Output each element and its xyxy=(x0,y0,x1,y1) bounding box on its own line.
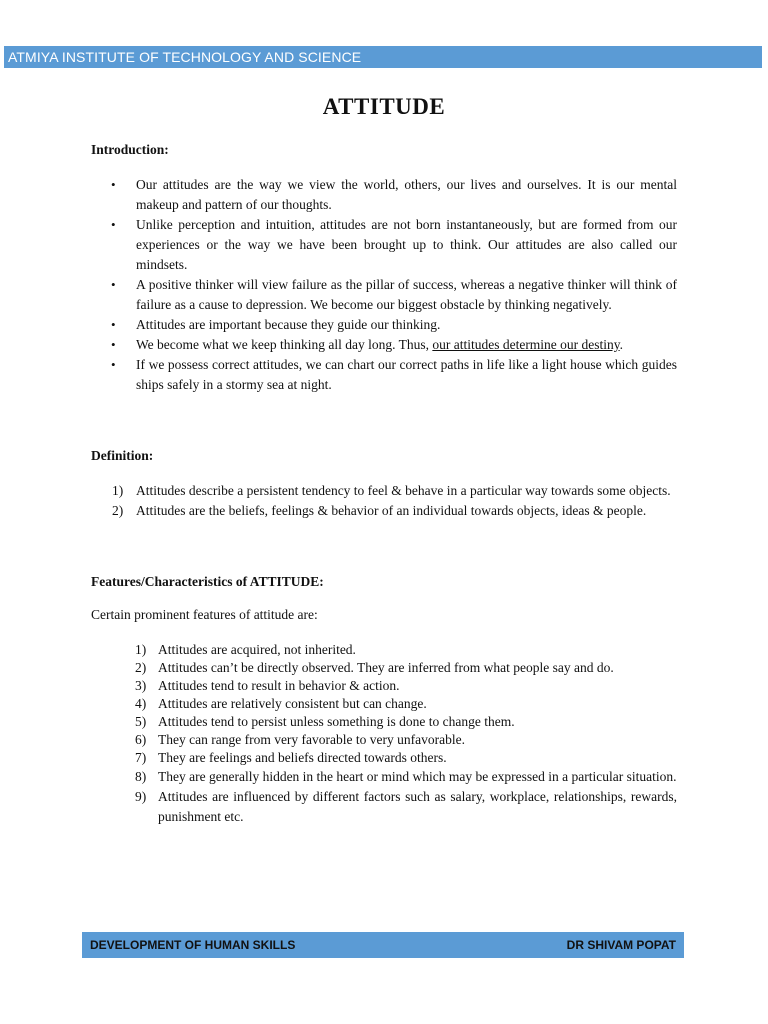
page-title: ATTITUDE xyxy=(322,94,446,119)
item-number: 1) xyxy=(112,483,124,498)
list-item: • We become what we keep thinking all day long. Thus, our attitudes determine our destiny. xyxy=(91,335,677,355)
page-footer xyxy=(82,932,684,958)
institute-name: ATMIYA INSTITUTE OF TECHNOLOGY AND SCIENCE xyxy=(8,49,362,65)
features-heading: Features/Characteristics of ATTITUDE: xyxy=(91,574,324,589)
item-number: 9) xyxy=(135,789,147,804)
list-item: 2) Attitudes can’t be directly observed. They are inferred from what people say and do. xyxy=(135,660,614,675)
bullet-icon: • xyxy=(111,317,116,332)
item-number: 2) xyxy=(135,660,147,675)
list-item: 3) Attitudes tend to result in behavior & action. xyxy=(135,678,400,693)
bullet-icon: • xyxy=(111,337,116,352)
underlined-phrase: our attitudes determine our destiny xyxy=(432,337,620,352)
bullet-icon: • xyxy=(111,357,116,372)
list-item: • Our attitudes are the way we view the world, others, our lives and ourselves. It is our mental makeup and pattern of our thoughts. xyxy=(111,177,677,212)
list-item: 1) Attitudes describe a persistent tendency to feel & behave in a particular way towards some objects. xyxy=(91,481,677,501)
list-item: • A positive thinker will view failure as the pillar of success, whereas a negative thinker will think of failure as a cause to depression. We become our biggest obstacle by thinking negatively. xyxy=(111,277,677,312)
list-item: 1) Attitudes are acquired, not inherited. xyxy=(135,642,356,657)
list-item: 8) They are generally hidden in the heart or mind which may be expressed in a particular situation. xyxy=(91,767,677,787)
list-item: 4) Attitudes are relatively consistent but can change. xyxy=(135,696,427,711)
list-item: 6) They can range from very favorable to very unfavorable. xyxy=(135,732,465,747)
item-number: 1) xyxy=(135,642,147,657)
definition-list xyxy=(91,481,677,521)
bullet-icon: • xyxy=(111,177,116,192)
list-item: • If we possess correct attitudes, we can chart our correct paths in life like a light house which guides ships safely in a stormy sea at night. xyxy=(111,357,677,392)
list-item: • Attitudes are important because they guide our thinking. xyxy=(91,315,677,335)
list-item: 7) They are feelings and beliefs directed towards others. xyxy=(135,750,447,765)
definition-heading: Definition: xyxy=(91,448,154,463)
features-list xyxy=(91,641,677,827)
bullet-icon: • xyxy=(111,217,116,232)
list-item: 5) Attitudes tend to persist unless something is done to change them. xyxy=(135,714,515,729)
item-number: 3) xyxy=(135,678,147,693)
item-number: 2) xyxy=(112,503,124,518)
introduction-heading: Introduction: xyxy=(91,142,169,157)
institute-header xyxy=(4,46,762,68)
features-intro: Certain prominent features of attitude are: xyxy=(91,607,318,622)
list-item: 9) Attitudes are influenced by different factors such as salary, workplace, relationships, rewards, punishment etc. xyxy=(135,789,677,824)
course-name: DEVELOPMENT OF HUMAN SKILLS xyxy=(90,938,296,952)
item-number: 7) xyxy=(135,750,147,765)
item-number: 4) xyxy=(135,696,147,711)
item-number: 6) xyxy=(135,732,147,747)
list-item: 2) Attitudes are the beliefs, feelings & behavior of an individual towards objects, ideas & people. xyxy=(91,501,677,521)
introduction-list xyxy=(91,175,677,395)
bullet-icon: • xyxy=(111,277,116,292)
item-number: 8) xyxy=(135,769,147,784)
item-number: 5) xyxy=(135,714,147,729)
list-item: • Unlike perception and intuition, attitudes are not born instantaneously, but are formed from our experiences or the way we have been brought up to think. Our attitudes are also called our mindsets. xyxy=(111,217,677,272)
author-name: DR SHIVAM POPAT xyxy=(566,938,676,952)
